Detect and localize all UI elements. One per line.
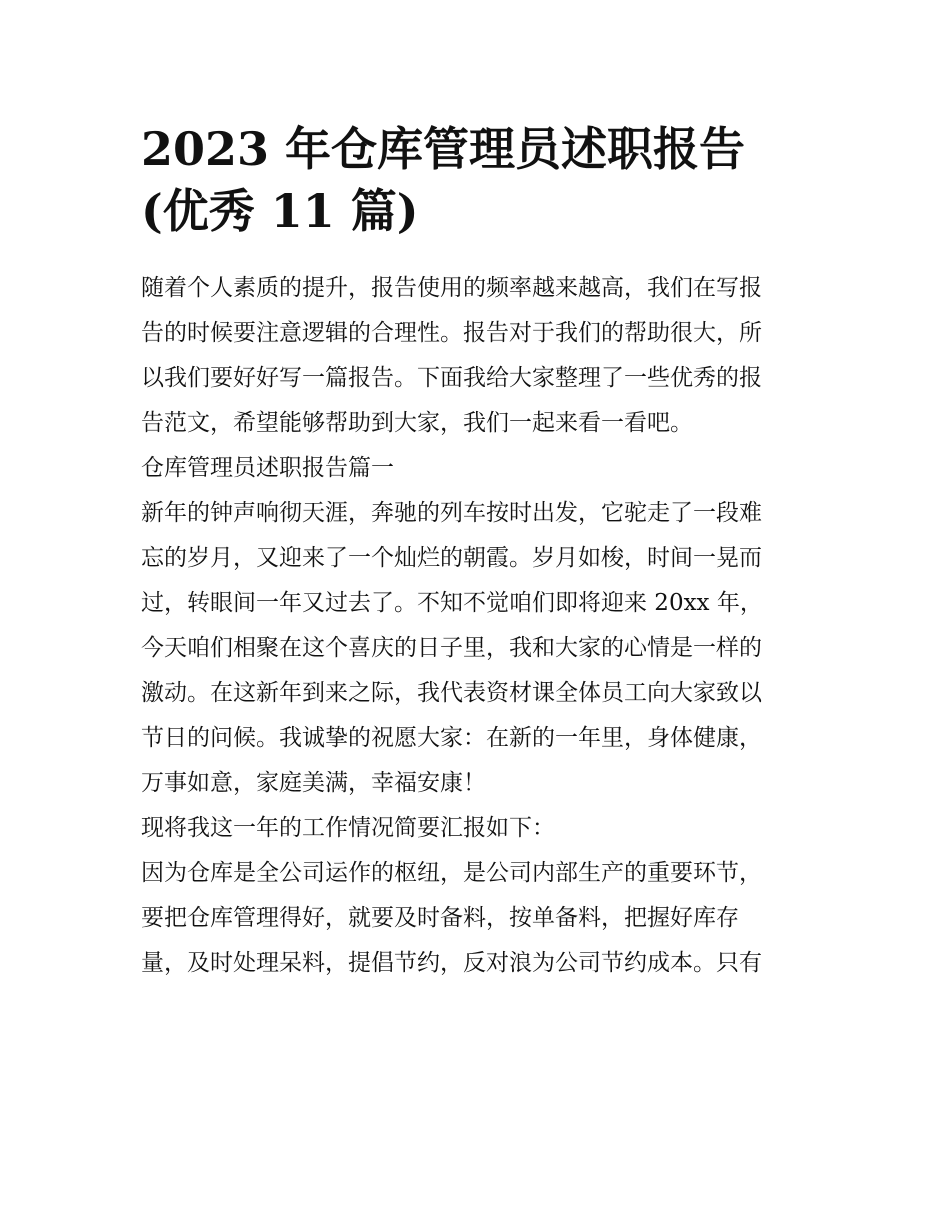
paragraph-line: 量，及时处理呆料，提倡节约，反对浪为公司节约成本。只有 <box>141 950 762 976</box>
paragraph-line: 过，转眼间一年又过去了。不知不觉咱们即将迎来 20xx 年， <box>141 590 763 616</box>
paragraph-line: 新年的钟声响彻天涯，奔驰的列车按时出发，它驼走了一段难 <box>141 500 762 526</box>
intro-line: 随着个人素质的提升，报告使用的频率越来越高，我们在写报 <box>141 275 762 301</box>
paragraph-line: 因为仓库是全公司运作的枢纽，是公司内部生产的重要环节， <box>141 860 762 886</box>
paragraph-line: 忘的岁月，又迎来了一个灿烂的朝霞。岁月如梭，时间一晃而 <box>141 545 762 571</box>
paragraph-line: 现将我这一年的工作情况简要汇报如下： <box>141 815 555 841</box>
document-title <box>141 118 813 242</box>
paragraph-line: 万事如意，家庭美满，幸福安康！ <box>141 770 486 796</box>
intro-line: 告范文，希望能够帮助到大家，我们一起来看一看吧。 <box>141 410 693 436</box>
intro-line: 告的时候要注意逻辑的合理性。报告对于我们的帮助很大，所 <box>141 320 762 346</box>
paragraph-line: 节日的问候。我诚挚的祝愿大家：在新的一年里，身体健康， <box>141 725 762 751</box>
paragraph-line: 今天咱们相聚在这个喜庆的日子里，我和大家的心情是一样的 <box>141 635 762 661</box>
document-content <box>141 118 813 986</box>
paragraph-line: 激动。在这新年到来之际，我代表资材课全体员工向大家致以 <box>141 680 762 706</box>
title-line-2: (优秀 11 篇) <box>141 184 419 238</box>
intro-line: 以我们要好好写一篇报告。下面我给大家整理了一些优秀的报 <box>141 365 762 391</box>
paragraph-line: 要把仓库管理得好，就要及时备料，按单备料，把握好库存 <box>141 905 739 931</box>
title-line-1: 2023 年仓库管理员述职报告 <box>141 122 746 176</box>
document-body <box>141 266 813 986</box>
section-heading: 仓库管理员述职报告篇一 <box>141 455 394 481</box>
